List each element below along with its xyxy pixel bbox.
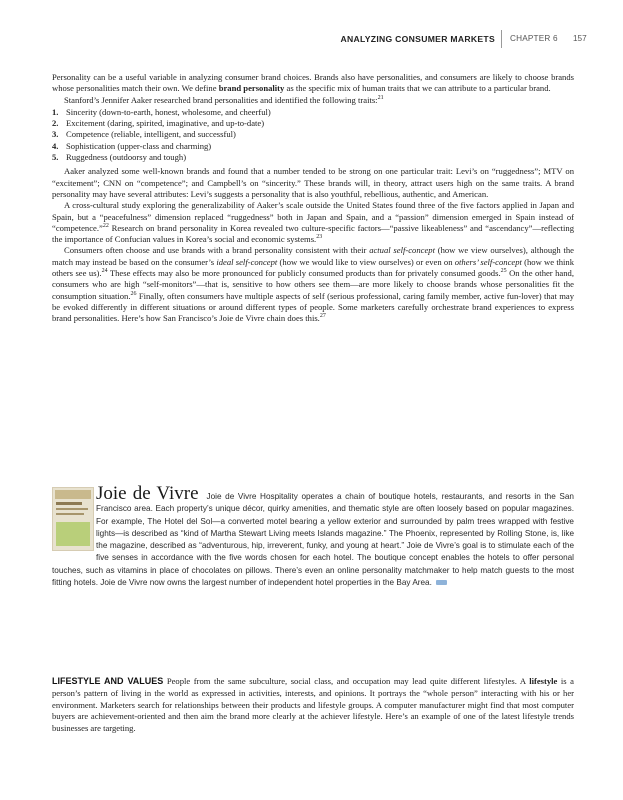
list-text: Sincerity (down-to-earth, honest, wholesome, and cheerful) — [66, 106, 271, 117]
footnote-ref: 23 — [316, 234, 323, 241]
section-heading: LIFESTYLE AND VALUES — [52, 676, 164, 686]
list-number: 3. — [52, 129, 59, 140]
section-title: ANALYZING CONSUMER MARKETS — [340, 34, 495, 44]
margin-marker-icon — [436, 580, 447, 585]
paragraph-personality — [52, 72, 574, 95]
text-run: These effects may also be more pronounced for publicly consumed products than for privately consumed goods. — [107, 268, 501, 279]
footnote-ref: 22 — [102, 223, 109, 229]
footnote-ref: 27 — [319, 313, 326, 320]
list-text: Excitement (daring, spirited, imaginative, and up-to-date) — [66, 118, 265, 129]
list-item — [52, 107, 574, 118]
list-item — [52, 141, 574, 152]
text-run: A cross-cultural study exploring the generalizability of Aaker’s scale outside the United States found three of the five factors applied in Japan and Spain, but a “peacefulness” dimension replaced “ruggedness” both in Japan and Spain, and a “passion” dimension emerged in Spain instead of “competence.” — [52, 200, 574, 233]
list-item — [52, 152, 574, 163]
footnote-ref: 25 — [500, 268, 507, 275]
chapter-label: CHAPTER 6 — [510, 34, 558, 43]
footnote-ref: 21 — [377, 94, 384, 101]
text-run: People from the same subculture, social class, and occupation may lead quite different lifestyles. A — [163, 676, 530, 686]
list-item — [52, 129, 574, 140]
list-number: 4. — [52, 140, 59, 151]
list-number: 5. — [52, 152, 59, 163]
italic-term: actual self-concept — [369, 245, 435, 256]
text-run: Finally, often consumers have multiple aspects of self (serious professional, caring family member, active fun-lover) that may be evoked differently in different situations or around different types of people. Some marketers carefully orchestrate brand experiences to express brand personalities. Here’s how San Francisco’s Joie de Vivre chain does this. — [52, 290, 574, 324]
paragraph-aaker-intro — [52, 95, 574, 106]
list-text: Ruggedness (outdoorsy and tough) — [66, 152, 187, 163]
running-header — [0, 34, 623, 48]
paragraph-self-concept — [52, 245, 574, 324]
image-spacer — [52, 487, 96, 561]
list-number: 1. — [52, 106, 59, 117]
list-item — [52, 118, 574, 129]
list-number: 2. — [52, 118, 59, 129]
list-text: Competence (reliable, intelligent, and successful) — [66, 129, 236, 140]
lifestyle-section — [52, 676, 574, 735]
header-divider — [501, 30, 502, 48]
text-run: (how we would like to view ourselves) or even on — [277, 256, 455, 267]
italic-term: ideal self-concept — [216, 256, 278, 267]
text-run: as the specific mix of human traits that we can attribute to a particular brand. — [284, 83, 551, 94]
joie-de-vivre-box — [52, 483, 574, 635]
box-text: Joie de Vivre Hospitality operates a chain of boutique hotels, restaurants, and resorts in the San Francisco area. Each property’s unique décor, quirky amenities, and thematic style are often loosely based on popular magazines. For example, The Hotel del Sol—a converted motel bearing a yellow exterior and surrounded by palm trees wrapped with festive lights—is described as “kind of Martha Stewart Living meets Islands magazine.” The Phoenix, represented by Rolling Stone, is, like the magazine, described as “adventurous, hip, irreverent, funky, and young at heart.” Joie de Vivre’s goal is to stimulate each of the five senses in accordance with the five words chosen for each hotel. The boutique concept enables the hotels to offer personal touches, such as vitamins in place of chocolates on pillows. There’s even an online personality matchmaker to help match guests to the most fitting hotels. Joie de Vivre now owns the largest number of independent hotel properties in the Bay Area. — [52, 492, 574, 588]
list-text: Sophistication (upper-class and charming) — [66, 140, 212, 151]
key-term: brand personality — [218, 83, 285, 94]
paragraph-aaker-brands: Aaker analyzed some well-known brands and found that a number tended to be strong on one particular trait: Levi’s on “ruggedness”; MTV on “excitement”; CNN on “competence”; and Campbell’s on “sincerity.” These brands will, in theory, attract users high on the same traits. A brand personality may have several attributes: Levi’s suggests a personality that is also youthful, rebellious, authentic, and American. — [52, 166, 574, 199]
text-run: is a person’s pattern of living in the world as expressed in activities, interests, and opinions. It portrays the “whole person” interacting with his or her environment. Marketers search for relationships between their products and lifestyle groups. A computer manufacturer might find that most computer buyers are achievement-oriented and then aim the brand more clearly at the achiever lifestyle. Here’s an example of one of the latest lifestyle trends businesses are targeting. — [52, 676, 574, 734]
text-run: Stanford’s Jennifer Aaker researched brand personalities and identified the following traits: — [64, 94, 378, 105]
text-run: Personality can be a useful variable in analyzing consumer brand choices. Brands also have personalities, and consumers are likely to choose brands whose personalities match their own. We define — [52, 72, 574, 94]
italic-term: others’ self-concept — [454, 256, 522, 267]
footnote-ref: 26 — [130, 290, 137, 297]
text-run: (how we view ourselves), although the match may instead be based on the consumer’s — [52, 245, 574, 267]
text-run: On the other hand, consumers who are high “self-monitors”—that is, sensitive to how others see them—are more likely to choose brands whose personalities fit the consumption situation. — [52, 268, 574, 301]
text-run: Consumers often choose and use brands with a brand personality consistent with their — [64, 245, 370, 256]
page-number: 157 — [573, 34, 587, 43]
text-run: (how we think others see us). — [52, 256, 574, 279]
box-body — [52, 483, 574, 589]
footnote-ref: 24 — [101, 268, 108, 275]
box-title: Joie de Vivre — [96, 483, 199, 504]
text-run: Research on brand personality in Korea revealed two culture-specific factors—“passive likeableness” and “ascendancy”—reflecting the importance of Confucian values in Korea’s social and economic systems. — [52, 222, 574, 245]
paragraph-cross-cultural — [52, 200, 574, 245]
traits-list — [52, 107, 574, 163]
main-text — [52, 72, 574, 325]
key-term: lifestyle — [529, 676, 558, 686]
